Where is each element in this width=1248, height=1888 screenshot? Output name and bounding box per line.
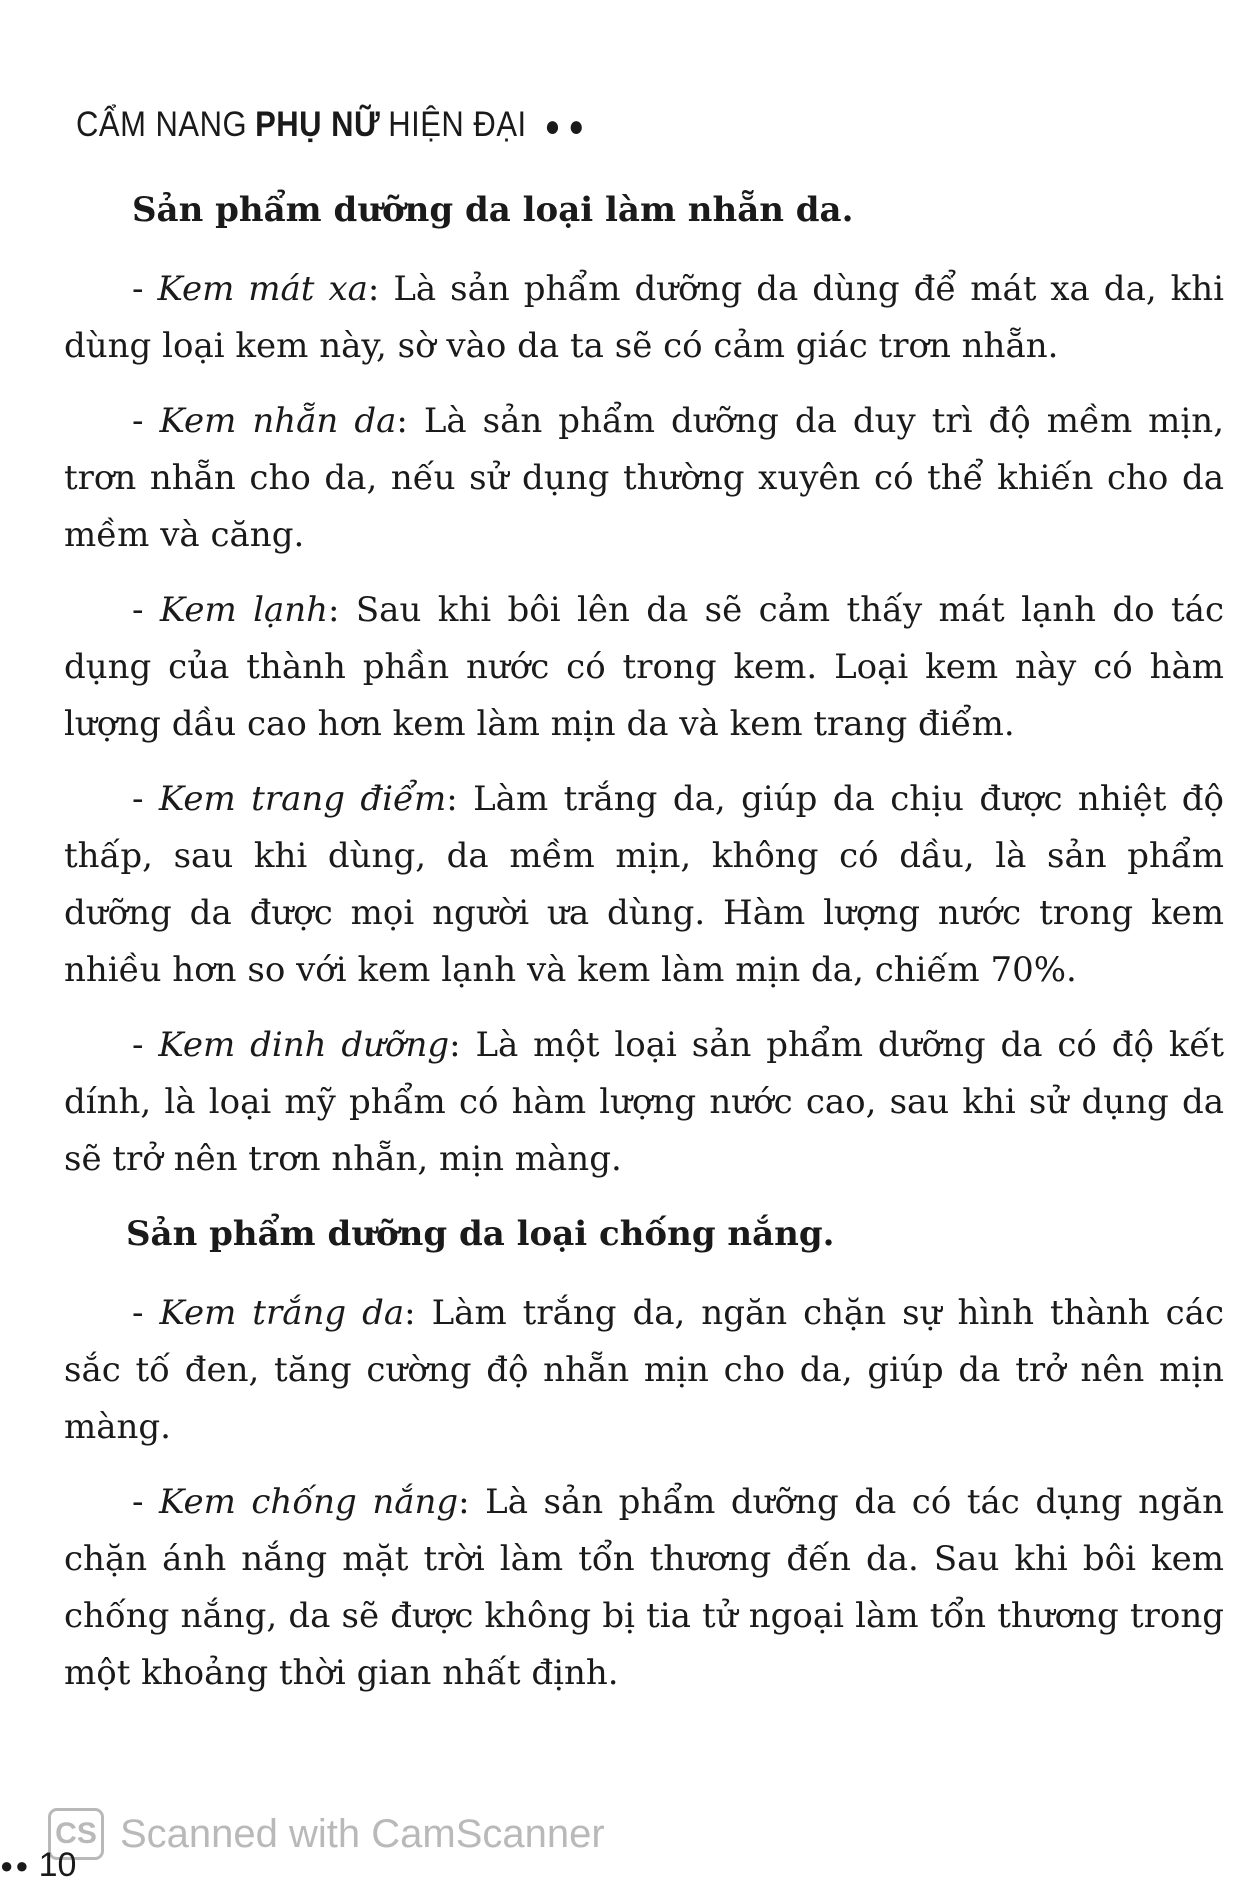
item-term: Kem trang điểm xyxy=(158,779,447,819)
list-item: - Kem trang điểm: Làm trắng da, giúp da chịu được nhiệt độ thấp, sau khi dùng, da mềm mịn, không có dầu, là sản phẩm dưỡng da được mọi người ưa dùng. Hàm lượng nước trong kem nhiều hơn so với kem lạnh và kem làm mịn da, chiếm 70%. xyxy=(64,779,1225,990)
camscanner-watermark xyxy=(48,1808,605,1860)
section-heading: Sản phẩm dưỡng da loại chống nắng. xyxy=(126,1214,835,1254)
header-title-regular: CẨM NANG xyxy=(76,104,248,145)
item-text: Là sản phẩm dưỡng da dùng để mát xa da, khi dùng loại kem này, sờ vào da ta sẽ có cảm giác trơn nhẵn. xyxy=(64,269,1225,366)
item-text: Làm trắng da, giúp da chịu được nhiệt độ thấp, sau khi dùng, da mềm mịn, không có dầu, là sản phẩm dưỡng da được mọi người ưa dùng. Hàm lượng nước trong kem nhiều hơn so với kem lạnh và kem làm mịn da, chiếm 70%. xyxy=(64,779,1225,990)
item-text: Sau khi bôi lên da sẽ cảm thấy mát lạnh do tác dụng của thành phần nước có trong kem. Loại kem này có hàm lượng dầu cao hơn kem làm mịn da và kem trang điểm. xyxy=(64,590,1224,744)
item-term: Kem lạnh xyxy=(159,590,329,630)
item-term: Kem nhẵn da xyxy=(159,401,397,441)
item-text: Là sản phẩm dưỡng da có tác dụng ngăn chặn ánh nắng mặt trời làm tổn thương đến da. Sau khi bôi kem chống nắng, da sẽ được không bị tia tử ngoại làm tổn thương trong một khoảng thời gian nhất định. xyxy=(64,1482,1225,1693)
list-item: - Kem mát xa: Là sản phẩm dưỡng da dùng để mát xa da, khi dùng loại kem này, sờ vào da ta sẽ có cảm giác trơn nhẵn. xyxy=(64,269,1225,366)
item-text: Là sản phẩm dưỡng da duy trì độ mềm mịn, trơn nhẵn cho da, nếu sử dụng thường xuyên có thể khiến cho da mềm và căng. xyxy=(64,401,1225,555)
page-number-value: 10 xyxy=(38,1846,77,1884)
list-item: - Kem lạnh: Sau khi bôi lên da sẽ cảm thấy mát lạnh do tác dụng của thành phần nước có trong kem. Loại kem này có hàm lượng dầu cao hơn kem làm mịn da và kem trang điểm. xyxy=(64,590,1224,744)
running-header xyxy=(76,104,592,145)
list-item: - Kem chống nắng: Là sản phẩm dưỡng da có tác dụng ngăn chặn ánh nắng mặt trời làm tổn thương đến da. Sau khi bôi kem chống nắng, da sẽ được không bị tia tử ngoại làm tổn thương trong một khoảng thời gian nhất định. xyxy=(64,1482,1225,1693)
page-number xyxy=(0,1846,76,1885)
watermark-text: Scanned with CamScanner xyxy=(120,1811,605,1856)
item-term: Kem mát xa xyxy=(157,269,368,309)
section-heading: Sản phẩm dưỡng da loại làm nhẵn da. xyxy=(132,190,854,230)
item-term: Kem chống nắng xyxy=(159,1482,459,1522)
header-title-end: HIỆN ĐẠI xyxy=(388,104,527,145)
list-item: - Kem trắng da: Làm trắng da, ngăn chặn sự hình thành các sắc tố đen, tăng cường độ nhẵn mịn cho da, giúp da trở nên mịn màng. xyxy=(64,1293,1224,1447)
page-body xyxy=(64,182,1224,1720)
item-text: Là một loại sản phẩm dưỡng da có độ kết dính, là loại mỹ phẩm có hàm lượng nước cao, sau khi sử dụng da sẽ trở nên trơn nhẵn, mịn màng. xyxy=(64,1025,1225,1179)
item-text: Làm trắng da, ngăn chặn sự hình thành các sắc tố đen, tăng cường độ nhẵn mịn cho da, giúp da trở nên mịn màng. xyxy=(64,1293,1224,1447)
header-dots-icon: ●● xyxy=(544,108,593,144)
list-item: - Kem dinh dưỡng: Là một loại sản phẩm dưỡng da có độ kết dính, là loại mỹ phẩm có hàm lượng nước cao, sau khi sử dụng da sẽ trở nên trơn nhẵn, mịn màng. xyxy=(64,1025,1225,1179)
header-title-bold: PHỤ NỮ xyxy=(255,104,381,145)
item-term: Kem trắng da xyxy=(159,1293,405,1333)
item-term: Kem dinh dưỡng xyxy=(158,1025,450,1065)
footer-dots-icon: ●● xyxy=(0,1852,31,1878)
list-item: - Kem nhẵn da: Là sản phẩm dưỡng da duy trì độ mềm mịn, trơn nhẵn cho da, nếu sử dụng thường xuyên có thể khiến cho da mềm và căng. xyxy=(64,401,1225,555)
camscanner-logo-icon: CS xyxy=(48,1808,104,1860)
